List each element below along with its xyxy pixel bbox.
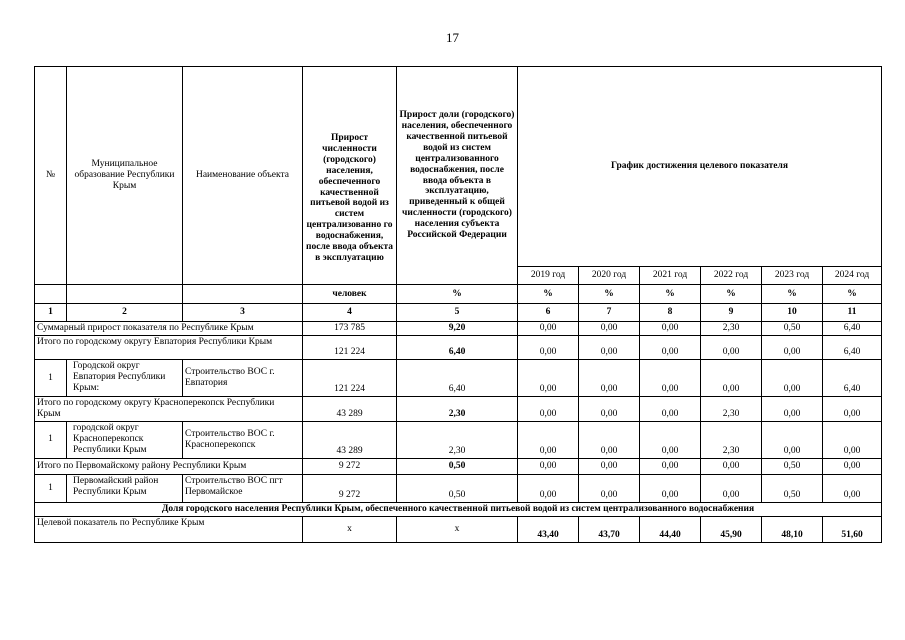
row-label: Итого по Первомайскому району Республики Крым — [35, 458, 303, 474]
year-value: 0,00 — [823, 458, 882, 474]
year-value: 0,00 — [518, 474, 579, 502]
section-title: Доля городского населения Республики Крым, обеспеченного качественной питьевой водой из систем централизованного водоснабжения — [35, 502, 882, 516]
year-value: 0,00 — [762, 336, 823, 360]
year-value: 0,00 — [640, 421, 701, 458]
year-value: 0,00 — [640, 322, 701, 336]
year-value: 0,00 — [701, 360, 762, 397]
row-label: Суммарный прирост показателя по Республике Крым — [35, 322, 303, 336]
year-value: 0,00 — [640, 474, 701, 502]
year-value: 0,00 — [579, 322, 640, 336]
year-value: 0,50 — [762, 458, 823, 474]
unit-year: % — [823, 285, 882, 304]
year-value: 0,00 — [518, 397, 579, 422]
table-row-target — [35, 516, 882, 542]
year-value: 0,00 — [579, 336, 640, 360]
table-row-item — [35, 474, 882, 502]
year-value: 0,00 — [640, 336, 701, 360]
year-value: 0,00 — [579, 474, 640, 502]
population-value: 9 272 — [303, 474, 397, 502]
column-number: 5 — [397, 304, 518, 322]
share-value: 9,20 — [397, 322, 518, 336]
share-value: 6,40 — [397, 360, 518, 397]
year-value: 0,00 — [640, 397, 701, 422]
population-value: 9 272 — [303, 458, 397, 474]
year-value: 0,00 — [762, 397, 823, 422]
year-value: 0,00 — [518, 421, 579, 458]
column-number: 7 — [579, 304, 640, 322]
table-row-subtotal — [35, 336, 882, 360]
row-label: Итого по городскому округу Евпатория Республики Крым — [35, 336, 303, 360]
header-year-2023: 2023 год — [762, 267, 823, 285]
table-row-total — [35, 322, 882, 336]
header-population-growth: Прирост численности (городского) населения, обеспеченного качественной питьевой водой из систем централизованно го водоснабжения, после ввода объекта в эксплуатацию — [303, 67, 397, 285]
year-value: 0,00 — [701, 458, 762, 474]
item-number: 1 — [35, 474, 67, 502]
table-row-item — [35, 421, 882, 458]
year-value: 0,00 — [518, 360, 579, 397]
table-row-item — [35, 360, 882, 397]
header-num: № — [35, 67, 67, 285]
population-value: 121 224 — [303, 360, 397, 397]
unit-year: % — [579, 285, 640, 304]
year-value: 0,00 — [640, 458, 701, 474]
year-value: 0,00 — [640, 360, 701, 397]
year-value: 0,00 — [762, 360, 823, 397]
item-number: 1 — [35, 421, 67, 458]
header-year-2021: 2021 год — [640, 267, 701, 285]
year-value: 6,40 — [823, 360, 882, 397]
year-value: 0,00 — [579, 397, 640, 422]
column-number: 6 — [518, 304, 579, 322]
year-value: 0,00 — [579, 421, 640, 458]
header-share-growth: Прирост доли (городского) населения, обеспеченного качественной питьевой водой из систем централизованного водоснабжения, после ввода объекта в эксплуатацию, приведенный к общей численности (городского) населения субъекта Российской Федерации — [397, 67, 518, 285]
municipality-name: Городской округ Евпатория Республики Крым: — [67, 360, 183, 397]
row-label: Целевой показатель по Республике Крым — [35, 516, 303, 542]
population-value: х — [303, 516, 397, 542]
unit-percent: % — [397, 285, 518, 304]
population-value: 121 224 — [303, 336, 397, 360]
year-value: 0,00 — [701, 336, 762, 360]
header-year-2019: 2019 год — [518, 267, 579, 285]
table-row-subtotal — [35, 397, 882, 422]
unit-year: % — [518, 285, 579, 304]
header-year-2020: 2020 год — [579, 267, 640, 285]
page-number: 17 — [446, 30, 459, 45]
year-value: 0,00 — [823, 474, 882, 502]
column-number: 4 — [303, 304, 397, 322]
population-value: 43 289 — [303, 397, 397, 422]
year-value: 0,50 — [762, 474, 823, 502]
column-number: 3 — [183, 304, 303, 322]
year-value: 48,10 — [762, 516, 823, 542]
share-value: 0,50 — [397, 458, 518, 474]
column-numbers-row — [35, 304, 882, 322]
year-value: 2,30 — [701, 397, 762, 422]
year-value: 2,30 — [701, 322, 762, 336]
column-number: 11 — [823, 304, 882, 322]
share-value: 0,50 — [397, 474, 518, 502]
share-value: 6,40 — [397, 336, 518, 360]
row-label: Итого по городскому округу Красноперекопск Республики Крым — [35, 397, 303, 422]
year-value: 2,30 — [701, 421, 762, 458]
target-indicator-table — [34, 66, 882, 543]
year-value: 0,50 — [762, 322, 823, 336]
share-value: 2,30 — [397, 397, 518, 422]
year-value: 51,60 — [823, 516, 882, 542]
column-number: 8 — [640, 304, 701, 322]
table-row-subtotal — [35, 458, 882, 474]
header-municipality: Муниципальное образование Республики Крым — [67, 67, 183, 285]
municipality-name: Первомайский район Республики Крым — [67, 474, 183, 502]
year-value: 44,40 — [640, 516, 701, 542]
year-value: 6,40 — [823, 336, 882, 360]
unit-year: % — [762, 285, 823, 304]
year-value: 0,00 — [823, 421, 882, 458]
header-schedule: График достижения целевого показателя — [518, 67, 882, 267]
year-value: 6,40 — [823, 322, 882, 336]
header-year-2022: 2022 год — [701, 267, 762, 285]
object-name: Строительство ВОС пгт Первомайское — [183, 474, 303, 502]
object-name: Строительство ВОС г. Евпатория — [183, 360, 303, 397]
population-value: 43 289 — [303, 421, 397, 458]
header-object: Наименование объекта — [183, 67, 303, 285]
municipality-name: городской округ Красноперекопск Республики Крым — [67, 421, 183, 458]
table-row-section — [35, 502, 882, 516]
year-value: 0,00 — [579, 458, 640, 474]
year-value: 0,00 — [518, 336, 579, 360]
year-value: 0,00 — [518, 322, 579, 336]
unit-year: % — [701, 285, 762, 304]
share-value: 2,30 — [397, 421, 518, 458]
column-number: 10 — [762, 304, 823, 322]
year-value: 0,00 — [762, 421, 823, 458]
unit-people: человек — [303, 285, 397, 304]
year-value: 0,00 — [701, 474, 762, 502]
year-value: 0,00 — [518, 458, 579, 474]
year-value: 0,00 — [823, 397, 882, 422]
year-value: 43,40 — [518, 516, 579, 542]
year-value: 43,70 — [579, 516, 640, 542]
share-value: х — [397, 516, 518, 542]
year-value: 0,00 — [579, 360, 640, 397]
object-name: Строительство ВОС г. Красноперекопск — [183, 421, 303, 458]
population-value: 173 785 — [303, 322, 397, 336]
unit-year: % — [640, 285, 701, 304]
column-number: 2 — [67, 304, 183, 322]
header-year-2024: 2024 год — [823, 267, 882, 285]
column-number: 9 — [701, 304, 762, 322]
item-number: 1 — [35, 360, 67, 397]
column-number: 1 — [35, 304, 67, 322]
year-value: 45,90 — [701, 516, 762, 542]
